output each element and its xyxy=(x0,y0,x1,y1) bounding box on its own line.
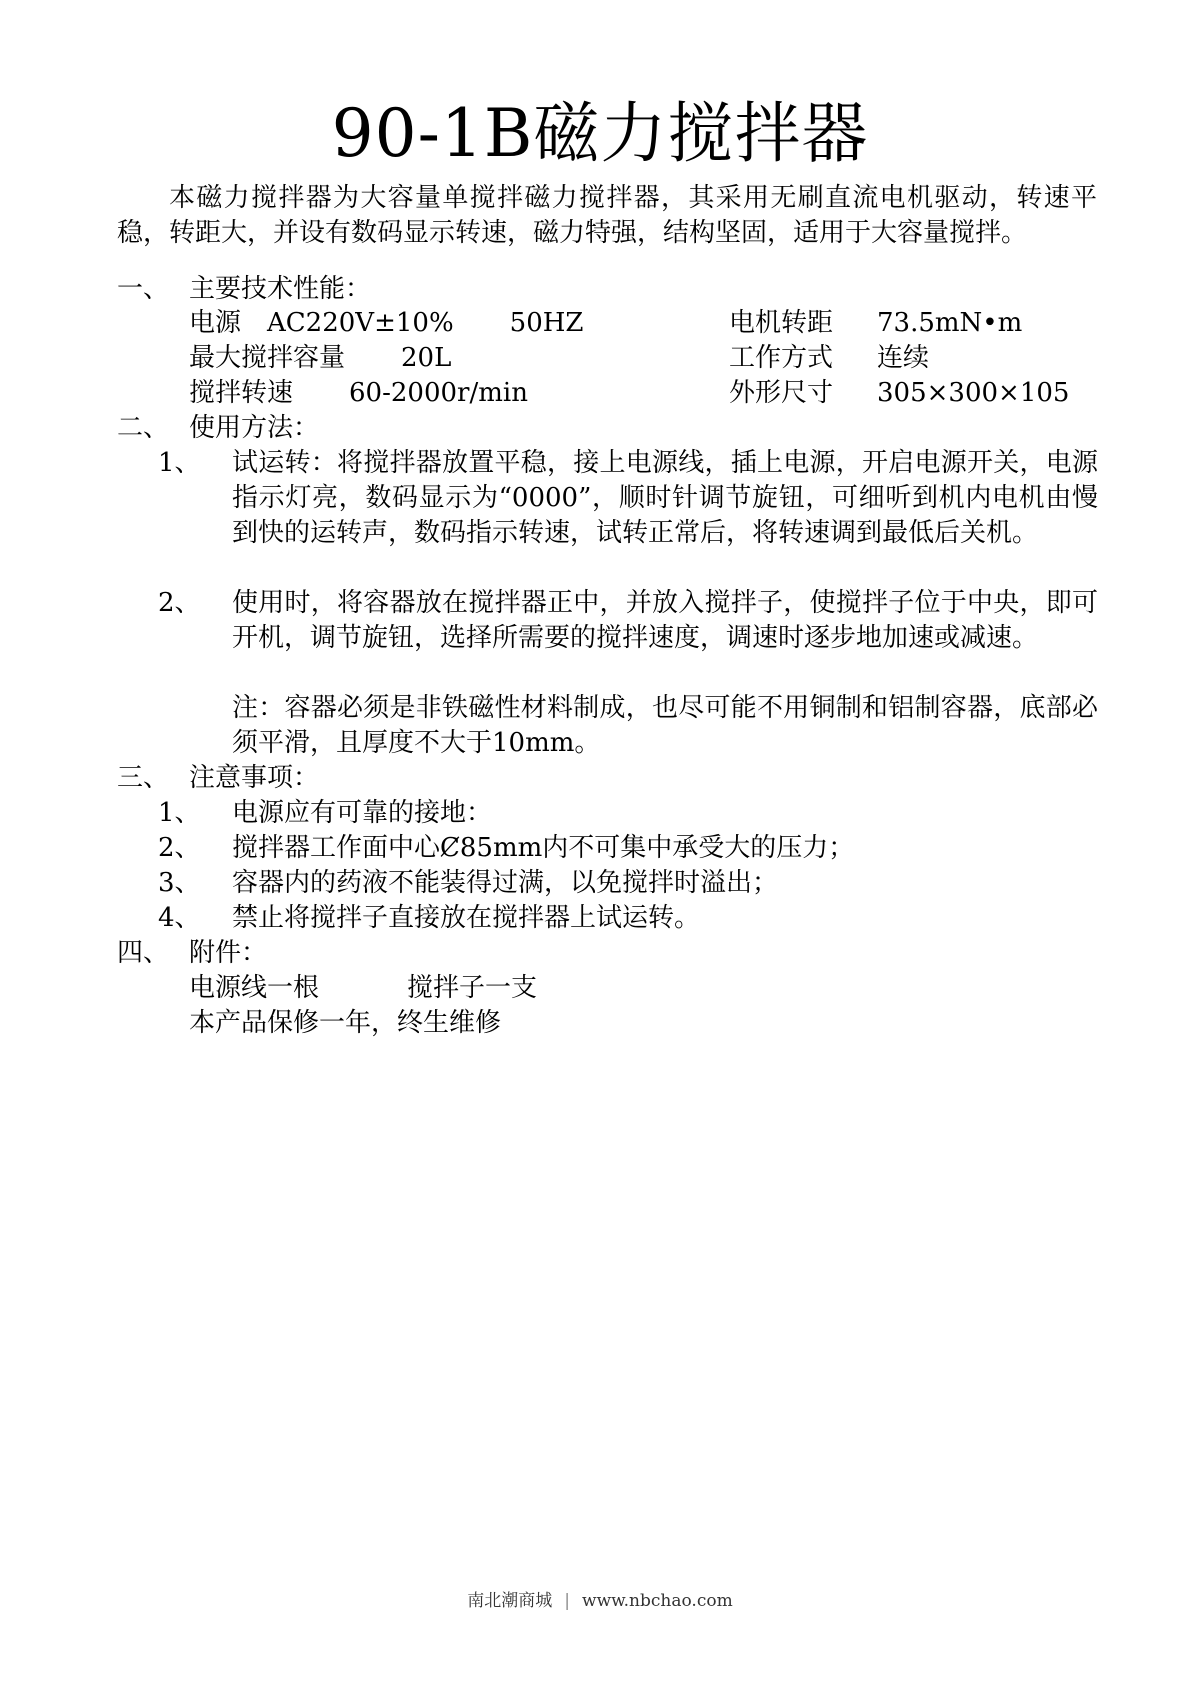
section-1-number: 一、 xyxy=(117,274,170,304)
spec-row-dimensions xyxy=(729,376,1069,411)
spec-value: 连续 xyxy=(877,343,930,373)
caution-item-3 xyxy=(158,866,1098,901)
spec-extra: 50HZ xyxy=(509,308,584,338)
spec-row-capacity xyxy=(189,341,451,376)
caution-item-2 xyxy=(158,831,1098,866)
accessory-power-cord: 电源线一根 xyxy=(189,973,320,1003)
footer-url[interactable]: www.nbchao.com xyxy=(582,1591,733,1611)
section-2-number: 二、 xyxy=(117,413,170,443)
spec-row-torque xyxy=(729,306,1022,341)
item-number: 2、 xyxy=(158,588,201,618)
page-footer xyxy=(0,1589,1200,1613)
spec-label: 搅拌转速 xyxy=(189,378,294,408)
footer-separator: | xyxy=(564,1591,571,1611)
item-number: 4、 xyxy=(158,903,201,933)
spec-row-power xyxy=(189,306,584,341)
spec-value: 73.5mN•m xyxy=(877,308,1023,338)
spec-row-mode xyxy=(729,341,929,376)
section-4-title: 附件： xyxy=(189,938,268,968)
spec-value: 305×300×105 xyxy=(877,378,1070,408)
section-2-title: 使用方法： xyxy=(189,413,320,443)
caution-item-4 xyxy=(158,901,1098,936)
caution-item-1 xyxy=(158,796,1098,831)
spec-value: 60-2000r/min xyxy=(349,378,528,408)
spec-label: 工作方式 xyxy=(729,343,834,373)
item-text: 禁止将搅拌子直接放在搅拌器上试运转。 xyxy=(232,903,701,933)
spec-label: 外形尺寸 xyxy=(729,378,834,408)
usage-note: 注：容器必须是非铁磁性材料制成，也尽可能不用铜制和铝制容器，底部必须平滑，且厚度不大于10mm。 xyxy=(232,693,1098,758)
item-text: 容器内的药液不能装得过满，以免搅拌时溢出； xyxy=(232,868,779,898)
usage-item-1 xyxy=(158,446,1098,586)
warranty-line: 本产品保修一年，终生维修 xyxy=(189,1008,502,1038)
intro-text: 本磁力搅拌器为大容量单搅拌磁力搅拌器，其采用无刷直流电机驱动，转速平稳，转距大，并设有数码显示转速，磁力特强，结构坚固，适用于大容量搅拌。 xyxy=(117,183,1097,248)
accessories-row xyxy=(189,971,537,1006)
item-text: 电源应有可靠的接地： xyxy=(232,798,493,828)
usage-item-2 xyxy=(158,586,1098,691)
section-1-heading xyxy=(117,272,371,307)
intro-paragraph xyxy=(117,181,1097,251)
section-3-number: 三、 xyxy=(117,763,170,793)
spec-row-speed xyxy=(189,376,528,411)
item-number: 1、 xyxy=(158,448,201,478)
document-title: 90-1B磁力搅拌器 xyxy=(331,95,869,172)
section-4-heading xyxy=(117,936,267,971)
spec-label: 最大搅拌容量 xyxy=(189,343,346,373)
section-1-title: 主要技术性能： xyxy=(189,274,372,304)
spec-label: 电机转距 xyxy=(729,308,834,338)
item-number: 2、 xyxy=(158,833,201,863)
spec-value: 20L xyxy=(401,343,452,373)
item-text: 使用时，将容器放在搅拌器正中，并放入搅拌子，使搅拌子位于中央，即可开机，调节旋钮，选择所需要的搅拌速度，调速时逐步地加速或减速。 xyxy=(232,588,1098,653)
section-3-heading xyxy=(117,761,319,796)
footer-site-name: 南北潮商城 xyxy=(467,1591,553,1611)
item-text: 搅拌器工作面中心Ȼ85mm内不可集中承受大的压力； xyxy=(232,833,855,863)
item-number: 3、 xyxy=(158,868,201,898)
item-number: 1、 xyxy=(158,798,201,828)
section-2-heading xyxy=(117,411,319,446)
section-4-number: 四、 xyxy=(117,938,170,968)
item-text: 试运转：将搅拌器放置平稳，接上电源线，插上电源，开启电源开关，电源指示灯亮，数码显示为“0000”，顺时针调节旋钮，可细听到机内电机由慢到快的运转声，数码指示转速，试转正常后，将转速调到最低后关机。 xyxy=(232,448,1098,548)
section-3-title: 注意事项： xyxy=(189,763,320,793)
spec-label: 电源 xyxy=(189,308,242,338)
accessory-stir-bar: 搅拌子一支 xyxy=(407,973,538,1003)
spec-value: AC220V±10% xyxy=(267,308,454,338)
